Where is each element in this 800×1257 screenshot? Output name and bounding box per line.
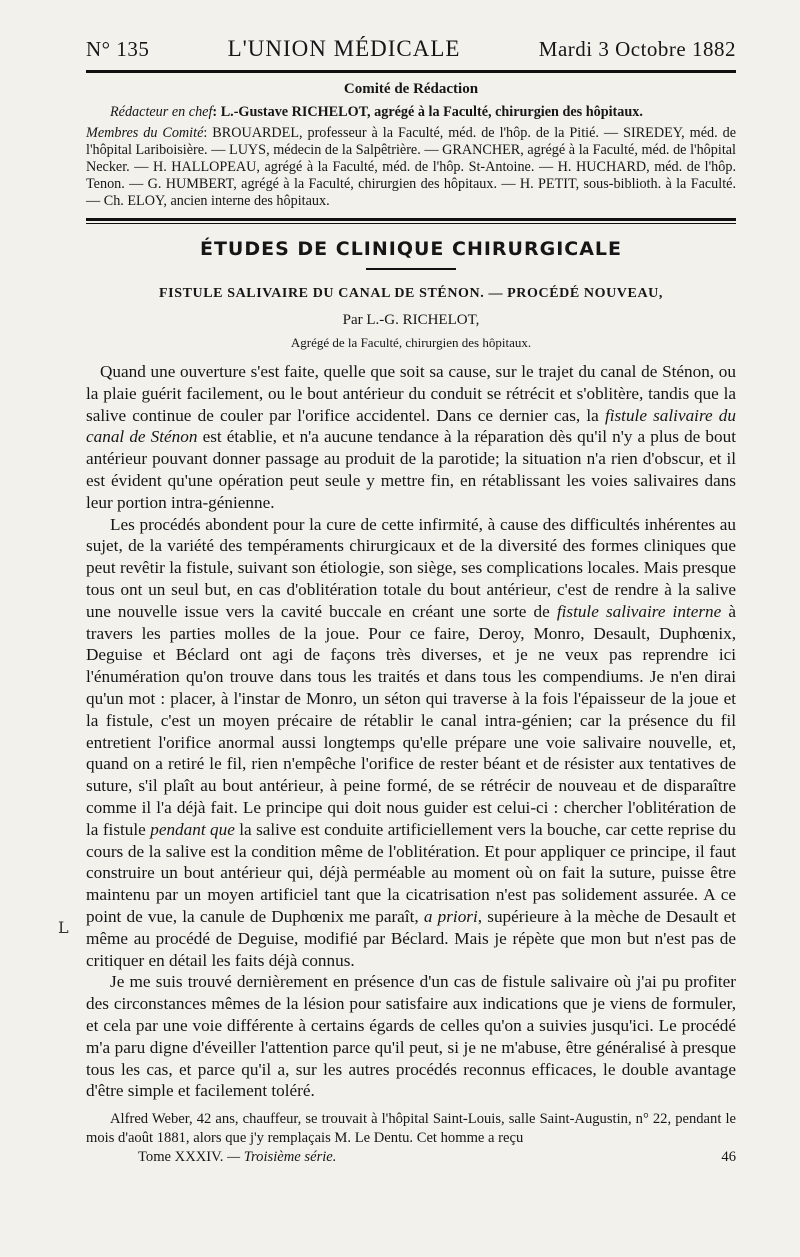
title-underline xyxy=(366,268,456,270)
committee-chief xyxy=(86,104,736,121)
p2-text-d: , supérieure à la mèche de Desault et même au procédé de Deguise, modifié par Béclard. Mais je répète que mon but n'est pas de critiquer en détail les faits déjà connus. xyxy=(86,906,736,970)
page-header xyxy=(86,36,736,62)
journal-title: L'UNION MÉDICALE xyxy=(227,36,461,61)
case-note: Alfred Weber, 42 ans, chauffeur, se trouvait à l'hôpital Saint-Louis, salle Saint-Augustin, n° 22, pendant le mois d'août 1881, alors que j'y remplaçais M. Le Dentu. Cet homme a reçu xyxy=(86,1111,736,1146)
section-rule xyxy=(86,218,736,224)
issue-number: N° 135 xyxy=(86,37,150,61)
p2-emphasis-1: fistule salivaire interne xyxy=(556,601,722,621)
header-rule xyxy=(86,70,736,73)
members-label: Membres du Comité xyxy=(86,125,204,141)
p1-text-a: Quand une ouverture s'est faite, quelle que soit sa cause, sur le trajet du canal de Sténon, ou la plaie guérit facilement, ou le bout antérieur du conduit se rétrécit et s'oblitère, tandis que la salive continue de couler par l'orifice accidentel. Dans ce dernier cas, la xyxy=(86,362,736,425)
paragraph-1 xyxy=(86,361,736,514)
p2-text-a: Les procédés abondent pour la cure de cette infirmité, à cause des difficultés inhérentes au sujet, de la variété des tempéraments chirurgicaux et de la diversité des formes cliniques que peut revêtir la fistule, suivant son étiologie, son siège, ses complications locales. Mais presque tous ont un seul but, en cas d'oblitération totale du bout antérieur, c'est de rendre à la salive une nouvelle issue vers la cavité buccale en créant une sorte de xyxy=(86,514,736,621)
article-body xyxy=(86,361,736,1102)
sheet-number: 46 xyxy=(721,1148,736,1165)
article-byline: Par L.-G. RICHELOT, xyxy=(342,312,480,328)
p2-emphasis-2: pendant que xyxy=(150,819,235,839)
p1-text-b: est établie, et n'a aucune tendance à la réparation dès qu'il n'y a plus de bout antérieur pouvant donner passage au produit de la parotide; la situation n'a rien d'obscur, et il est évident qu'une opération peut seule y mettre fin, en rétablissant les voies salivaires dans leur portion intra-génienne. xyxy=(86,427,736,512)
committee-title: Comité de Rédaction xyxy=(343,81,479,97)
p2-emphasis-3: a priori xyxy=(423,906,478,926)
page-footer xyxy=(86,1149,736,1166)
members-text: : BROUARDEL, professeur à la Faculté, méd. de l'hôp. de la Pitié. — SIREDEY, méd. de l'hôpital Lariboisière. — LUYS, médecin de la Salpêtrière. — GRANCHER, agrégé à la Faculté, méd. de l'hôpital Necker. — H. HALLOPEAU, agrégé à la Faculté, méd. de l'hôp. St-Antoine. — H. HUCHARD, méd. de l'hôp. Tenon. — G. HUMBERT, agrégé à la Faculté, chirurgien des hôpitaux. — H. PETIT, sous-biblioth. à la Faculté. — Ch. ELOY, ancien interne des hôpitaux. xyxy=(86,125,736,209)
committee-members xyxy=(86,125,736,210)
series-label: — Troisième série. xyxy=(227,1148,337,1165)
paragraph-2 xyxy=(86,514,736,972)
chief-text: : L.-Gustave RICHELOT, agrégé à la Faculté, chirurgien des hôpitaux. xyxy=(212,104,643,120)
article-title: FISTULE SALIVAIRE DU CANAL DE STÉNON. — PROCÉDÉ NOUVEAU, xyxy=(159,286,663,301)
volume-label: Tome XXXIV. xyxy=(138,1148,224,1165)
committee-block xyxy=(86,104,736,210)
chief-label: Rédacteur en chef xyxy=(110,104,213,120)
author-affiliation: Agrégé de la Faculté, chirurgien des hôpitaux. xyxy=(290,335,532,350)
p1-emphasis: fistule salivaire du canal de Sténon xyxy=(86,405,736,447)
section-title: ÉTUDES DE CLINIQUE CHIRURGICALE xyxy=(199,238,623,260)
margin-mark: L xyxy=(58,918,69,937)
volume-info xyxy=(138,1149,336,1166)
p2-text-b: à travers les parties molles de la joue. Pour ce faire, Deroy, Monro, Desault, Duphœnix, Deguise et Béclard ont agi de façons très diverses, et je ne veux pas reprendre ici l'énumération qu'on trouve dans tous les traités et dans tous les compendiums. Je n'en dirai qu'un mot : placer, à l'instar de Monro, un séton qui traverse à la fois l'épaisseur de la joue et la fistule, c'est un moyen précaire de rétablir le canal intra-génien; car la présence du fil entretient l'orifice anormal aussi longtemps qu'elle prépare une voie salivaire nouvelle, et, quand on a retiré le fil, rien n'empêche l'orifice de rester béant et de résister aux tentatives de suture, s'il plaît au bout antérieur, à peine formé, de se rétrécir de nouveau et de disparaître comme il l'a déjà fait. Le principe qui doit nous guider est celui-ci : chercher l'oblitération de la fistule xyxy=(86,601,736,839)
paragraph-3: Je me suis trouvé dernièrement en présence d'un cas de fistule salivaire où j'ai pu profiter des circonstances mêmes de la lésion pour satisfaire aux indications que je viens de formuler, et cela par une voie différente à certains égards de celles qu'on a suivies jusqu'ici. Le procédé m'a paru digne d'éveiller l'attention parce qu'il peut, si je ne m'abuse, être généralisé à presque tous les cas, et parce qu'il a, sur les autres procédés reconnus efficaces, le double avantage d'être simple et facilement toléré. xyxy=(86,972,736,1101)
issue-date: Mardi 3 Octobre 1882 xyxy=(538,37,736,61)
p2-text-c: la salive est conduite artificiellement vers la bouche, car cette reprise du cours de la salive est la condition même de l'oblitération. Et pour appliquer ce principe, il faut construire un bout antérieur qui, déjà perméable au moment où on fait la suture, puisse être maintenu par un moyen artificiel tant que la cicatrisation n'est pas solidement assurée. A ce point de vue, la canule de Duphœnix me paraît, xyxy=(86,819,736,926)
